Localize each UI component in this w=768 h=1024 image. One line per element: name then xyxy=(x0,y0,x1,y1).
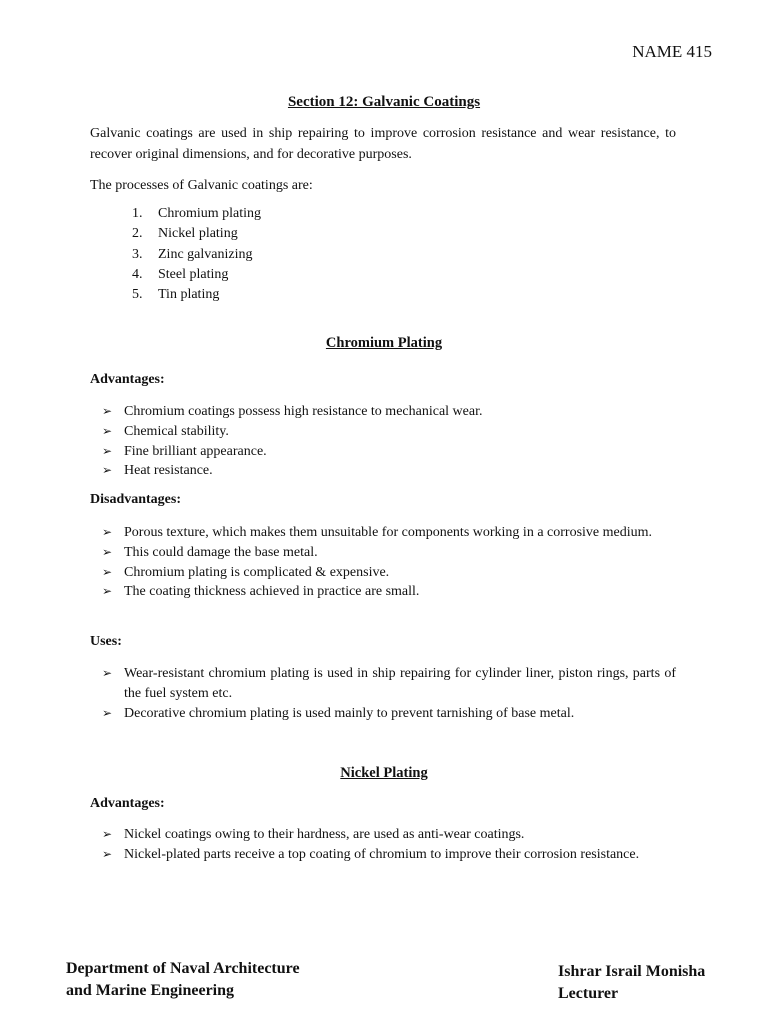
list-number: 1. xyxy=(132,206,143,221)
list-item xyxy=(102,422,676,442)
chromium-advantages-label: Advantages: xyxy=(90,372,165,387)
list-number: 2. xyxy=(132,226,143,242)
list-item xyxy=(102,664,676,704)
chromium-disadvantages-list xyxy=(102,523,676,602)
processes-list xyxy=(132,204,261,305)
list-item-text: Nickel-plated parts receive a top coating of chromium to improve their corrosion resistance. xyxy=(124,846,640,862)
list-item xyxy=(102,582,676,602)
list-item xyxy=(102,563,676,583)
list-item-text: Fine brilliant appearance. xyxy=(124,443,267,459)
author-title: Lecturer xyxy=(558,985,619,1002)
list-item xyxy=(132,265,261,285)
list-item-text: Decorative chromium plating is used mainly to prevent tarnishing of base metal. xyxy=(124,705,575,721)
chromium-uses-list xyxy=(102,664,676,723)
chromium-heading: Chromium Plating xyxy=(325,335,443,351)
list-item xyxy=(132,245,261,265)
list-item xyxy=(102,704,676,724)
list-number: 5. xyxy=(132,287,143,303)
list-item-text: Chromium coatings possess high resistance to mechanical wear. xyxy=(124,404,483,419)
list-item-text: This could damage the base metal. xyxy=(124,544,318,560)
list-item-text: Chromium plating is complicated & expensive. xyxy=(124,564,390,580)
arrow-bullet-icon: ➢ xyxy=(102,827,113,841)
arrow-bullet-icon: ➢ xyxy=(102,666,113,680)
list-item-text: Wear-resistant chromium plating is used in ship repairing for cylinder liner, piston rings, parts of the fuel system etc. xyxy=(124,666,676,701)
arrow-bullet-icon: ➢ xyxy=(102,423,113,438)
arrow-bullet-icon: ➢ xyxy=(102,525,113,539)
list-item xyxy=(102,402,676,422)
arrow-bullet-icon: ➢ xyxy=(102,443,113,458)
list-item-label: Nickel plating xyxy=(158,226,238,242)
list-item-label: Zinc galvanizing xyxy=(158,246,253,262)
department-line-2: and Marine Engineering xyxy=(66,982,235,999)
list-item-label: Tin plating xyxy=(158,287,220,303)
list-number: 3. xyxy=(132,246,143,262)
list-number: 4. xyxy=(132,266,143,282)
chromium-disadvantages-label: Disadvantages: xyxy=(90,492,182,507)
section-title: Section 12: Galvanic Coatings xyxy=(287,94,481,110)
nickel-advantages-list xyxy=(102,825,676,865)
list-item-text: Heat resistance. xyxy=(124,463,213,479)
arrow-bullet-icon: ➢ xyxy=(102,846,113,861)
list-item-label: Steel plating xyxy=(158,266,229,282)
arrow-bullet-icon: ➢ xyxy=(102,404,113,418)
arrow-bullet-icon: ➢ xyxy=(102,705,113,720)
course-code: NAME 415 xyxy=(632,42,712,61)
list-item-text: Nickel coatings owing to their hardness, are used as anti-wear coatings. xyxy=(124,827,525,842)
list-item xyxy=(102,442,676,462)
department-line-1: Department of Naval Architecture xyxy=(66,960,300,977)
list-item-label: Chromium plating xyxy=(158,206,262,221)
list-item xyxy=(132,204,261,224)
list-item-text: Chemical stability. xyxy=(124,423,229,439)
list-item-text: Porous texture, which makes them unsuitable for components working in a corrosive medium. xyxy=(124,525,653,540)
department-footer xyxy=(66,958,300,1002)
list-item xyxy=(102,825,676,845)
list-item xyxy=(102,523,676,543)
nickel-advantages-label: Advantages: xyxy=(90,796,165,811)
intro-paragraph: Galvanic coatings are used in ship repairing to improve corrosion resistance and wear resistance, to recover original dimensions, and for decorative purposes. xyxy=(90,126,676,162)
processes-lead: The processes of Galvanic coatings are: xyxy=(90,178,313,193)
arrow-bullet-icon: ➢ xyxy=(102,544,113,559)
chromium-advantages-list xyxy=(102,402,676,481)
list-item xyxy=(102,845,676,865)
arrow-bullet-icon: ➢ xyxy=(102,463,113,478)
list-item xyxy=(102,461,676,481)
author-footer xyxy=(558,961,705,1005)
nickel-heading: Nickel Plating xyxy=(340,765,428,781)
list-item xyxy=(102,543,676,563)
author-name: Ishrar Israil Monisha xyxy=(558,963,706,980)
arrow-bullet-icon: ➢ xyxy=(102,584,113,599)
list-item xyxy=(132,285,261,305)
arrow-bullet-icon: ➢ xyxy=(102,564,113,579)
list-item xyxy=(132,224,261,244)
list-item-text: The coating thickness achieved in practice are small. xyxy=(124,584,420,600)
chromium-uses-label: Uses: xyxy=(90,634,122,649)
